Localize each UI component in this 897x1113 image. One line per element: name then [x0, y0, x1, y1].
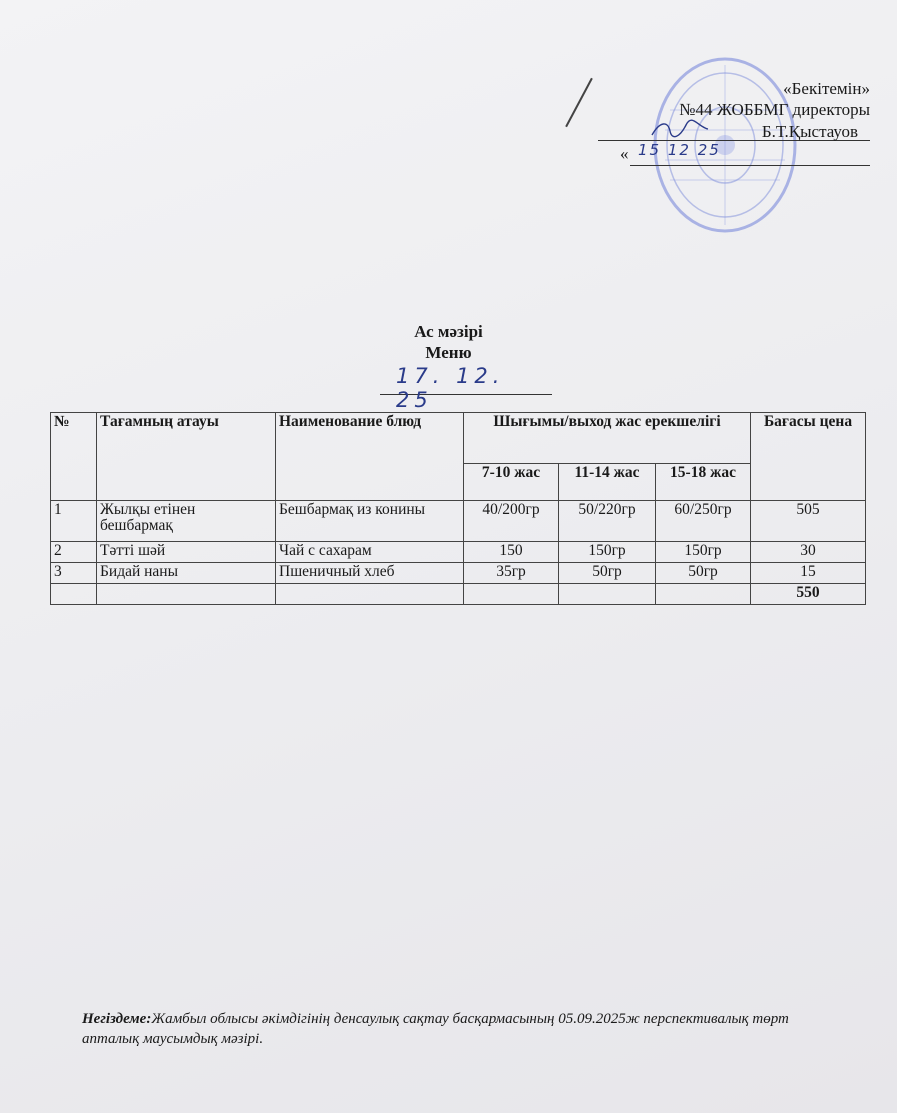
header-age-7-10: 7-10 жас [464, 464, 559, 501]
row-price: 15 [751, 563, 866, 584]
row-amount-7-10: 35гр [464, 563, 559, 584]
table-row [51, 563, 866, 584]
row-num: 2 [51, 542, 97, 563]
row-amount-11-14: 50/220гр [559, 501, 656, 542]
footer-label: Негіздеме: [82, 1011, 152, 1027]
row-amount-15-18: 60/250гр [656, 501, 751, 542]
approval-block [590, 78, 870, 167]
header-name-kz: Тағамның атауы [97, 413, 276, 501]
row-num: 3 [51, 563, 97, 584]
row-num: 1 [51, 501, 97, 542]
row-price: 30 [751, 542, 866, 563]
row-amount-15-18: 50гр [656, 563, 751, 584]
row-name-kz: Жылқы етінен бешбармақ [97, 501, 276, 542]
handwritten-stroke [565, 78, 593, 128]
row-amount-15-18: 150гр [656, 542, 751, 563]
header-price: Бағасы цена [751, 413, 866, 501]
total-empty-cell [97, 584, 276, 605]
row-name-kz: Бидай наны [97, 563, 276, 584]
header-num: № [51, 413, 97, 501]
total-empty-cell [559, 584, 656, 605]
menu-table [50, 412, 866, 605]
total-empty-cell [51, 584, 97, 605]
approval-director-name: Б.Т.Қыстауов [761, 121, 858, 141]
row-name-ru: Пшеничный хлеб [276, 563, 464, 584]
table-header-row [51, 413, 866, 464]
table-total-row [51, 584, 866, 605]
header-age-15-18: 15-18 жас [656, 464, 751, 501]
menu-date-handwritten: 17. 12. 25 [396, 364, 505, 412]
row-name-ru: Чай с сахарам [276, 542, 464, 563]
footer-text: Жамбыл облысы әкімдігінің денсаулық сақтау басқармасының 05.09.2025ж перспективалық төрт апталық маусымдық мәзірі. [82, 1011, 789, 1047]
total-empty-cell [464, 584, 559, 605]
approval-signature-line [590, 121, 870, 143]
header-name-ru: Наименование блюд [276, 413, 464, 501]
menu-date [380, 364, 552, 412]
approval-date-handwritten: 15 12 25 [638, 140, 721, 159]
table-row [51, 542, 866, 563]
row-amount-7-10: 150 [464, 542, 559, 563]
approval-position: №44 ЖОББМГ директоры [679, 100, 870, 120]
approval-date-quote: « [620, 143, 629, 163]
approval-date-line [590, 140, 870, 167]
footer-basis [82, 1010, 822, 1049]
row-amount-11-14: 150гр [559, 542, 656, 563]
approval-date-rule [630, 165, 870, 166]
row-amount-7-10: 40/200гр [464, 501, 559, 542]
total-price: 550 [751, 584, 866, 605]
approval-title: «Бекітемін» [783, 79, 870, 98]
signature-icon [650, 117, 710, 141]
header-output: Шығымы/выход жас ерекшелігі [464, 413, 751, 464]
row-price: 505 [751, 501, 866, 542]
header-age-11-14: 11-14 жас [559, 464, 656, 501]
page-title-ru: Меню [425, 343, 472, 362]
row-name-ru: Бешбармақ из конины [276, 501, 464, 542]
total-empty-cell [656, 584, 751, 605]
total-empty-cell [276, 584, 464, 605]
row-amount-11-14: 50гр [559, 563, 656, 584]
page-title-kz: Ас мәзірі [414, 322, 483, 341]
table-row [51, 501, 866, 542]
row-name-kz: Тәтті шәй [97, 542, 276, 563]
